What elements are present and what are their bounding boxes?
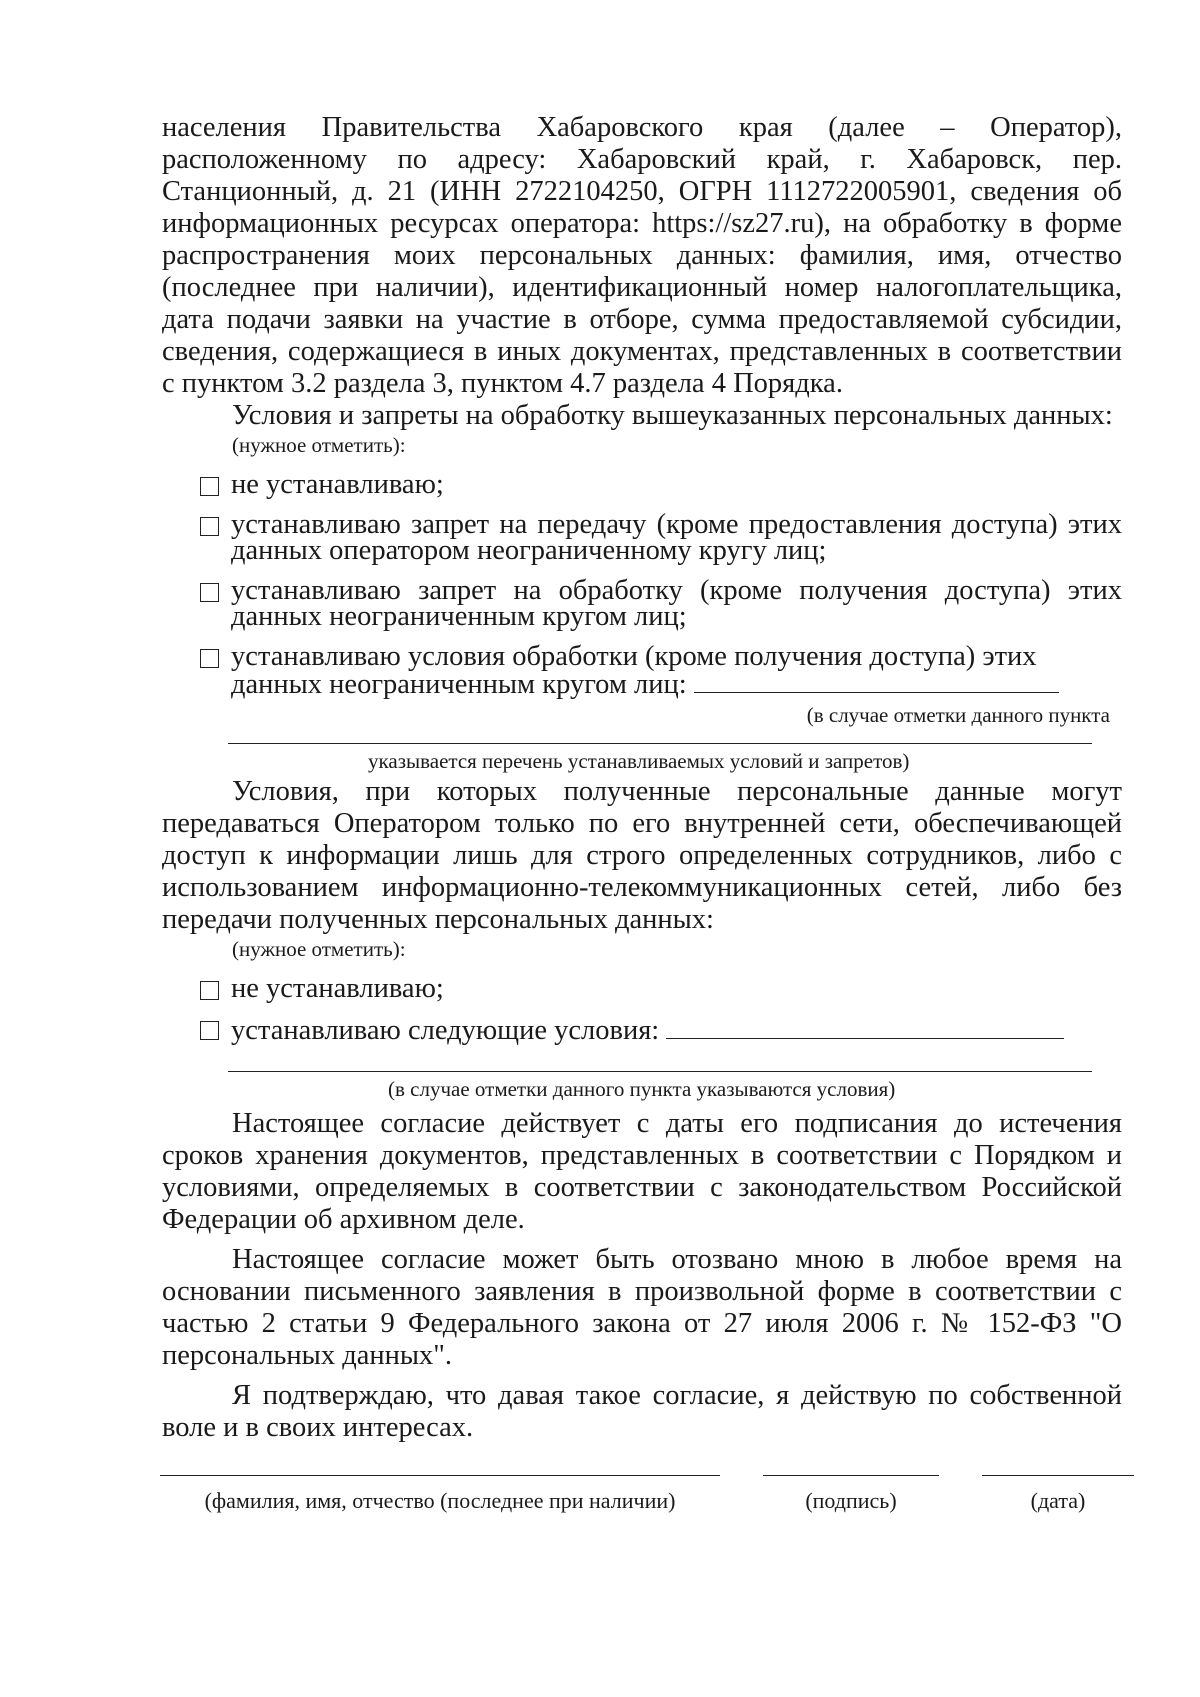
signature-name-field[interactable] bbox=[160, 1475, 720, 1514]
hint-line-2: указывается перечень устанавливаемых условий и запретов) bbox=[368, 749, 910, 773]
option2-set-conditions[interactable] bbox=[200, 1016, 1122, 1044]
validity-paragraph: Настоящее согласие действует с даты его подписания до истечения сроков хранения документов, представленных в соответствии с Порядком и условиями, определяемых в соответствии с законодательством Российской Федерации об архивном деле. bbox=[162, 1108, 1122, 1235]
option-label: устанавливаю запрет на обработку (кроме получения доступа) этих данных неограниченным кругом лиц; bbox=[231, 575, 1122, 632]
option-label: устанавливаю условия обработки (кроме получения доступа) этих данных неограниченным кругом лиц: bbox=[231, 641, 1037, 700]
date-line[interactable] bbox=[982, 1475, 1134, 1476]
checkbox-icon[interactable] bbox=[200, 1021, 219, 1040]
checkbox-icon[interactable] bbox=[200, 981, 219, 1000]
hint-2: (в случае отметки данного пункта указываются условия) bbox=[388, 1077, 896, 1101]
option-processing-conditions[interactable] bbox=[200, 641, 1122, 700]
hint-line-1: (в случае отметки данного пункта bbox=[806, 703, 1110, 727]
document-page bbox=[162, 112, 1122, 1444]
option-label: не устанавливаю; bbox=[231, 469, 444, 500]
option-processing-ban[interactable] bbox=[200, 575, 1122, 632]
confirmation-paragraph: Я подтверждаю, что давая такое согласие, я действую по собственной воле и в своих интересах. bbox=[162, 1380, 1122, 1443]
conditions2-input-line[interactable] bbox=[666, 1016, 1064, 1039]
option-transfer-ban[interactable] bbox=[200, 509, 1122, 566]
mark-note-2: (нужное отметить): bbox=[232, 937, 406, 961]
conditions2-input-line-2[interactable] bbox=[228, 1070, 1092, 1072]
revocation-paragraph: Настоящее согласие может быть отозвано мною в любое время на основании письменного заявления в произвольной форме в соответствии с частью 2 статьи 9 Федерального закона от 27 июля 2006 г. № 152-ФЗ "О персональных данных". bbox=[162, 1244, 1122, 1371]
internal-network-paragraph: Условия, при которых полученные персональные данные могут передаваться Оператором только по его внутренней сети, обеспечивающей доступ к информации лишь для строго определенных сотрудников, либо с использованием информационно-телекоммуникационных сетей, либо без передачи полученных персональных данных: bbox=[162, 776, 1122, 935]
conditions-heading: Условия и запреты на обработку вышеуказанных персональных данных: bbox=[232, 400, 1113, 431]
option-label: не устанавливаю; bbox=[231, 973, 444, 1004]
name-label: (фамилия, имя, отчество (последнее при наличии) bbox=[204, 1488, 676, 1513]
sign-line[interactable] bbox=[763, 1475, 939, 1476]
date-label: (дата) bbox=[1030, 1488, 1086, 1513]
mark-note: (нужное отметить): bbox=[232, 433, 406, 457]
name-line[interactable] bbox=[160, 1475, 720, 1476]
option-label: устанавливаю запрет на передачу (кроме предоставления доступа) этих данных оператором неограниченному кругу лиц; bbox=[231, 509, 1122, 566]
checkbox-icon[interactable] bbox=[200, 649, 219, 668]
option-label: устанавливаю следующие условия: bbox=[231, 1015, 660, 1046]
signature-date-field[interactable] bbox=[982, 1475, 1134, 1514]
signature-sign-field[interactable] bbox=[763, 1475, 939, 1514]
checkbox-icon[interactable] bbox=[200, 517, 219, 536]
checkbox-icon[interactable] bbox=[200, 477, 219, 496]
option-not-set[interactable] bbox=[200, 469, 1122, 500]
intro-paragraph: населения Правительства Хабаровского края (далее – Оператор), расположенному по адресу: Хабаровский край, г. Хабаровск, пер. Станционный, д. 21 (ИНН 2722104250, ОГРН 1112722005901, сведения об информационных ресурсах оператора: https://sz27.ru), на обработку в форме распространения моих персональных данных: фамилия, имя, отчество (последнее при наличии), идентификационный номер налогоплательщика, дата подачи заявки на участие в отборе, сумма предоставляемой субсидии, сведения, содержащиеся в иных документах, представленных в соответствии с пунктом 3.2 раздела 3, пунктом 4.7 раздела 4 Порядка. bbox=[162, 112, 1122, 399]
option2-not-set[interactable] bbox=[200, 973, 1122, 1004]
conditions-input-line[interactable] bbox=[694, 670, 1059, 693]
conditions-input-line-2[interactable] bbox=[228, 742, 1092, 744]
sign-label: (подпись) bbox=[805, 1488, 897, 1513]
checkbox-icon[interactable] bbox=[200, 583, 219, 602]
